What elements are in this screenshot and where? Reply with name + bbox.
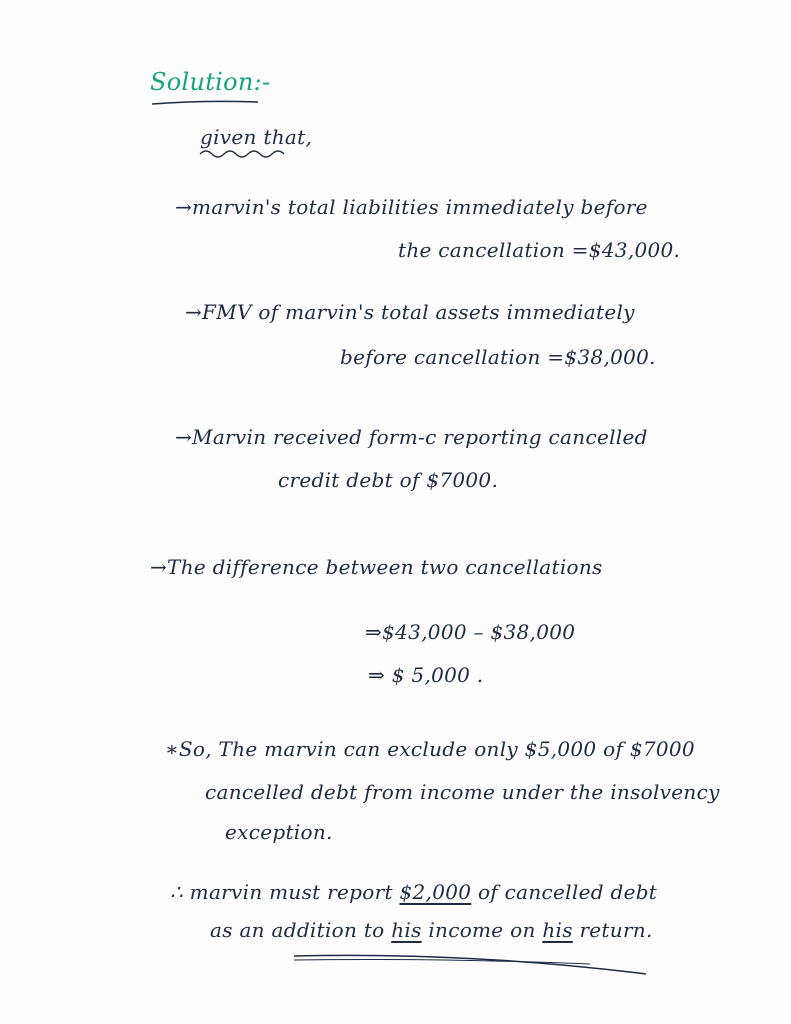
return-text: return. (579, 918, 653, 942)
assets-amount-line: before cancellation =$38,000. (340, 345, 656, 369)
closing-rule (290, 950, 650, 980)
report-amount: $2,000 (399, 880, 472, 904)
liabilities-amount-line: the cancellation =$43,000. (398, 238, 681, 262)
solution-heading: Solution:- (150, 68, 271, 96)
credit-debt-line: credit debt of $7000. (278, 468, 499, 492)
difference-result-line: ⇒ $ 5,000 . (368, 663, 484, 687)
difference-line: →The difference between two cancellations (150, 555, 603, 579)
exclude-line: ∗So, The marvin can exclude only $5,000 of $7000 (165, 737, 695, 761)
report-text: ∴ marvin must report (170, 880, 393, 904)
addition-text: as an addition to (210, 918, 385, 942)
given-that-text: given that, (200, 125, 313, 149)
subtraction-line: ⇒$43,000 – $38,000 (365, 620, 576, 644)
his-word-2: his (542, 918, 573, 942)
exception-line: exception. (225, 820, 333, 844)
addition-line (210, 918, 653, 942)
heading-underline (150, 98, 260, 108)
cancelled-debt-line: cancelled debt from income under the insolvency (205, 780, 720, 804)
form-line: →Marvin received form-c reporting cancelled (175, 425, 648, 449)
report-tail: of cancelled debt (477, 880, 658, 904)
assets-line: →FMV of marvin's total assets immediately (185, 300, 635, 324)
given-wavy-underline (198, 148, 298, 160)
report-line (170, 880, 657, 904)
income-on-text: income on (428, 918, 536, 942)
his-word-1: his (391, 918, 422, 942)
liabilities-line: →marvin's total liabilities immediately before (175, 195, 648, 219)
